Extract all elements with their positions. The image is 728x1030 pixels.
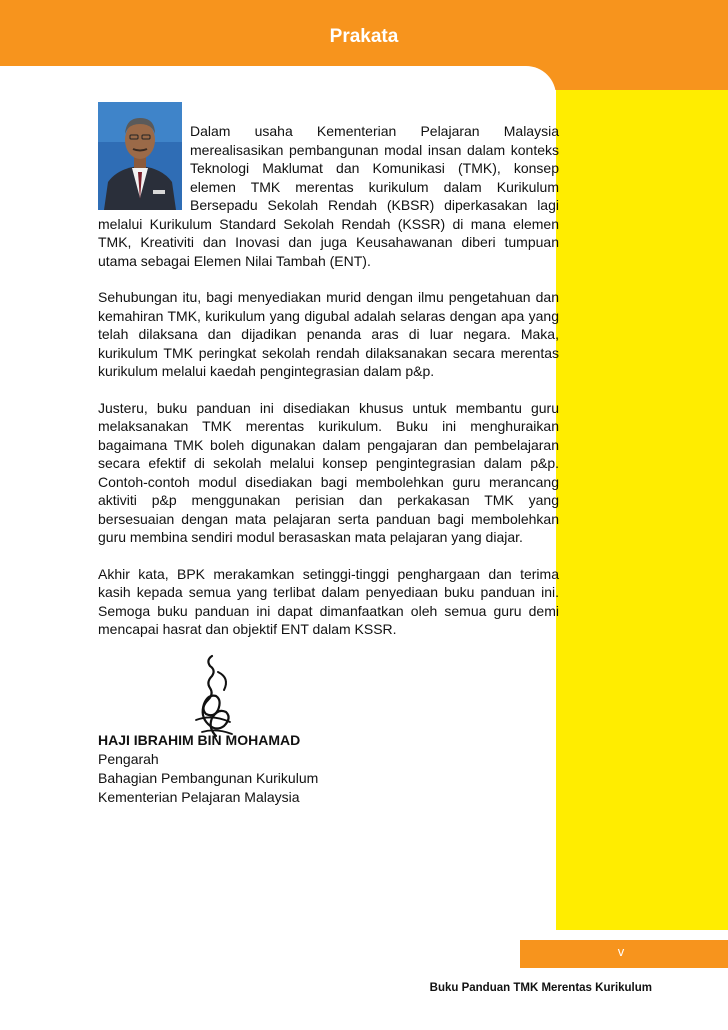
paragraph-2: Sehubungan itu, bagi menyediakan murid dengan ilmu pengetahuan dan kemahiran TMK, kurikulum yang digubal adalah selaras dengan apa yang telah dilaksana dan dijadikan penanda aras di luar negara. Maka, kurikulum TMK peringkat sekolah rendah dilaksanakan secara merentas kurikulum melalui kaedah pengintegrasian dalam p&p. [98,289,559,379]
preface-body [98,122,559,639]
signatory-ministry: Kementerian Pelajaran Malaysia [98,789,300,805]
footer-book-title: Buku Panduan TMK Merentas Kurikulum [429,982,652,994]
paragraph-3: Justeru, buku panduan ini disediakan khusus untuk membantu guru melaksanakan TMK merentas kurikulum. Buku ini menghuraikan bagaimana TMK boleh digunakan dalam pengajaran dan pembelajaran secara efektif di sekolah melalui konsep pengintegrasian dalam p&p. Contoh-contoh modul disediakan bagi membolehkan guru merancang aktiviti p&p menggunakan perisian dan perkakasan TMK yang bersesuaian dengan mata pelajaran serta panduan bagi membolehkan guru membina sendiri modul berasaskan mata pelajaran yang diajar. [98,399,559,545]
portrait-photo [98,102,182,210]
page-title: Prakata [329,26,399,47]
signatory-position: Pengarah [98,751,159,767]
paragraph-4: Akhir kata, BPK merakamkan setinggi-tinggi penghargaan dan terima kasih kepada semua yang terlibat dalam penyediaan buku panduan ini. Semoga buku panduan ini dapat dimanfaatkan oleh semua guru demi mencapai hasrat dan objektif ENT dalam KSSR. [98,565,559,637]
paragraph-intro: Dalam usaha Kementerian Pelajaran Malaysia merealisasikan pembangunan modal insan dalam konteks Teknologi Maklumat dan Komunikasi (TMK), konsep elemen TMK merentas kurikulum dalam Kurikulum Bersepadu Sekolah Rendah (KBSR) diperkasakan lagi melalui Kurikulum Standard Sekolah Rendah (KSSR) di mana elemen TMK, Kreativiti dan Inovasi dan juga Keusahawanan diberi tumpuan utama sebagai Elemen Nilai Tambah (ENT). [98,122,559,270]
signatory-division: Bahagian Pembangunan Kurikulum [98,770,319,786]
signatory-name: HAJI IBRAHIM BIN MOHAMAD [98,732,301,748]
portrait-icon [98,102,182,210]
signatory-block [98,731,318,807]
side-decoration-band [556,90,728,930]
page-number: v [617,944,625,959]
